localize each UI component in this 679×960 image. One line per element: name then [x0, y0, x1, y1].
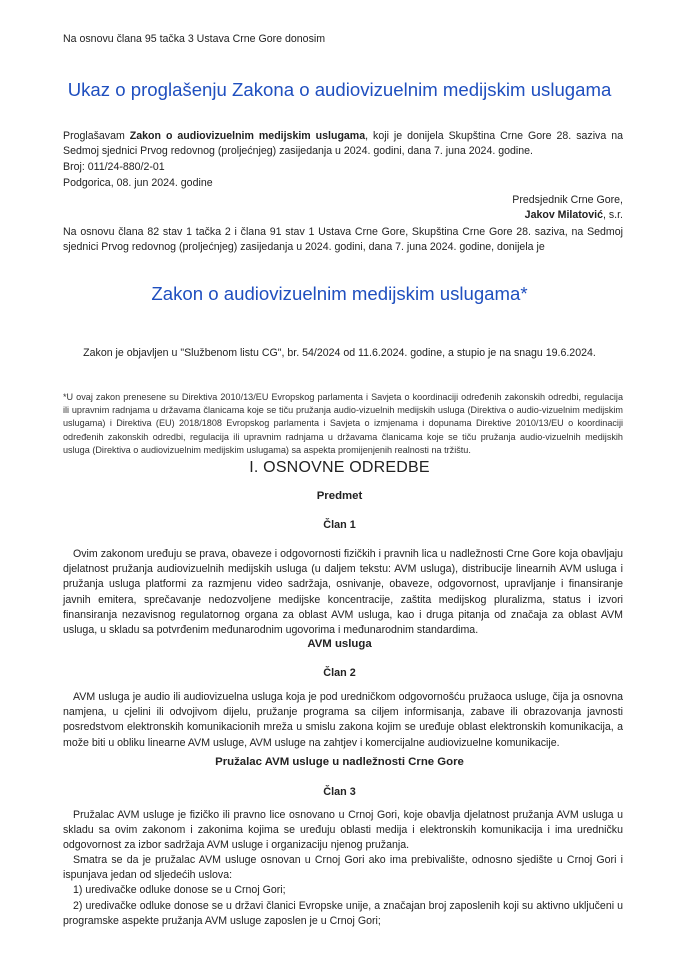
signature-line	[525, 208, 623, 223]
place-date-line: Podgorica, 08. jun 2024. godine	[63, 177, 213, 189]
list-item: 2) uredivačke odluke donose se u državi članici Evropske unije, a značajan broj zaposlenih koji su aktivno uključeni u programske aspekte pružanja AVM usluge zaposlen je u Crnoj Gori;	[63, 900, 623, 928]
list-item: 1) uredivačke odluke donose se u Crnoj Gori;	[73, 884, 286, 896]
published-line: Zakon je objavljen u "Službenom listu CG", br. 54/2024 od 11.6.2024. godine, a stupio je na snagu 19.6.2024.	[83, 347, 596, 359]
article-text: Pružalac AVM usluge je fizičko ili pravno lice osnovano u Crnoj Gori, koje obavlja djelatnost pružanja AVM usluga u skladu sa ovim zakonom i zakonima kojima se uređuju oblasti medija i elektronskih komunikacija i ima uredničku odgovornost za izbor sadržaja AVM usluge i organizaciju njenog pružanja.	[63, 809, 623, 852]
signature-name: Jakov Milatović	[524, 209, 603, 221]
signature-suffix: , s.r.	[602, 209, 623, 221]
broj-line: Broj: 011/24-880/2-01	[63, 161, 165, 173]
proglasavam-after: , koji je donijela Skupština Crne Gore 28. saziva na Sedmoj sjednici Prvog redovnog (proljećnjeg) zasijedanja u 2024. godini, dana 7. juna 2024. godine.	[63, 130, 623, 158]
footnote: *U ovaj zakon prenesene su Direktiva 2010/13/EU Evropskog parlamenta i Savjeta o koordinaciji određenih zakonskih odredbi, regulacija ili upravnim radnjama u državama članicama koje se tiču pružanja audio-vizuelnih medijskih usluga (Direktiva o audio-vizuelnim medijskim uslugama) i Direktiva (EU) 2018/1808 Evropskog parlamenta i Savjeta o izmjenama i dopunama Direktive 2010/13/EU o koordinaciji određenih zakonskih odredbi, regulacija ili upravnim radnjama u državama članicama koje se tiču pružanja audio-vizuelnih medijskih usluga (Direktiva o audiovizuelnim medijskim uslugama) sa aspekta promijenjenih realnosti na tržištu.	[63, 392, 623, 455]
section-subheading: Pružalac AVM usluge u nadležnosti Crne Gore	[215, 756, 464, 768]
law-title: Zakon o audiovizuelnim medijskim uslugama*	[151, 283, 528, 304]
article-text: Smatra se da je pružalac AVM usluge osnovan u Crnoj Gori ako ima prebivalište, odnosno sjedište u Crnoj Gori i ispunjava jedan od sljedećih uslova:	[63, 854, 623, 882]
proglasavam-before: Proglašavam	[63, 130, 125, 142]
article-number: Član 1	[323, 519, 356, 531]
article-text: Ovim zakonom uređuju se prava, obaveze i odgovornosti fizičkih i pravnih lica u nadležnosti Crne Gore koja obavljaju djelatnost pružanja audiovizuelnih medijskih usluga (u daljem tekstu: AVM usluga), distribucije linearnih AVM usluga i pružanja usluga platformi za razmjenu video sadržaja, osnivanje, obaveze, odgovornost, upravljanje i finansiranje javnih emitera, sprečavanje nedozvoljene medijske koncentracije, zaštita medijskog pluralizma, status i izvori finansiranja nezavisnog regulatornog organa za oblast AVM usluga, kao i druga pitanja od značaja za oblast AVM usluga, u skladu sa potvrđenim međunarodnim ugovorima i međunarodnim standardima.	[63, 548, 623, 637]
basis-paragraph: Na osnovu člana 82 stav 1 tačka 2 i člana 91 stav 1 Ustava Crne Gore, Skupština Crne Gore 28. saziva, na Sedmoj sjednici Prvog redovnog (proljećnjeg) zasijedanja u 2024. godini, dana 7. juna 2024. godine, donijela je	[63, 226, 623, 254]
proglasavam-law-name: Zakon o audiovizuelnim medijskim uslugama	[129, 130, 366, 142]
proglasavam-paragraph	[63, 129, 623, 159]
intro-line: Na osnovu člana 95 tačka 3 Ustava Crne Gore donosim	[63, 33, 326, 45]
chapter-heading: I. OSNOVNE ODREDBE	[249, 459, 430, 476]
article-text: AVM usluga je audio ili audiovizuelna usluga koja je pod uredničkom odgovornošću pružaoca usluge, čija ja osnovna namjena, u cjelini ili odvojivom dijelu, pružanje programa sa ciljem informisanja, zabave ili obrazovanja javnosti posredstvom elektronskih komunikacionih mreža u smislu zakona kojim se uređuje oblast elektronskih komunikacija, a može biti u obliku linearne AVM usluge, AVM usluge na zahtjev i komercijalne audiovizuelne komunikacije.	[63, 691, 623, 749]
ukaz-title: Ukaz o proglašenju Zakona o audiovizuelnim medijskim uslugama	[67, 79, 612, 100]
article-number: Član 3	[323, 786, 356, 798]
article-number: Član 2	[323, 667, 356, 679]
section-subheading: Predmet	[316, 490, 363, 502]
section-subheading: AVM usluga	[307, 638, 372, 650]
signature-role: Predsjednik Crne Gore,	[512, 194, 623, 206]
